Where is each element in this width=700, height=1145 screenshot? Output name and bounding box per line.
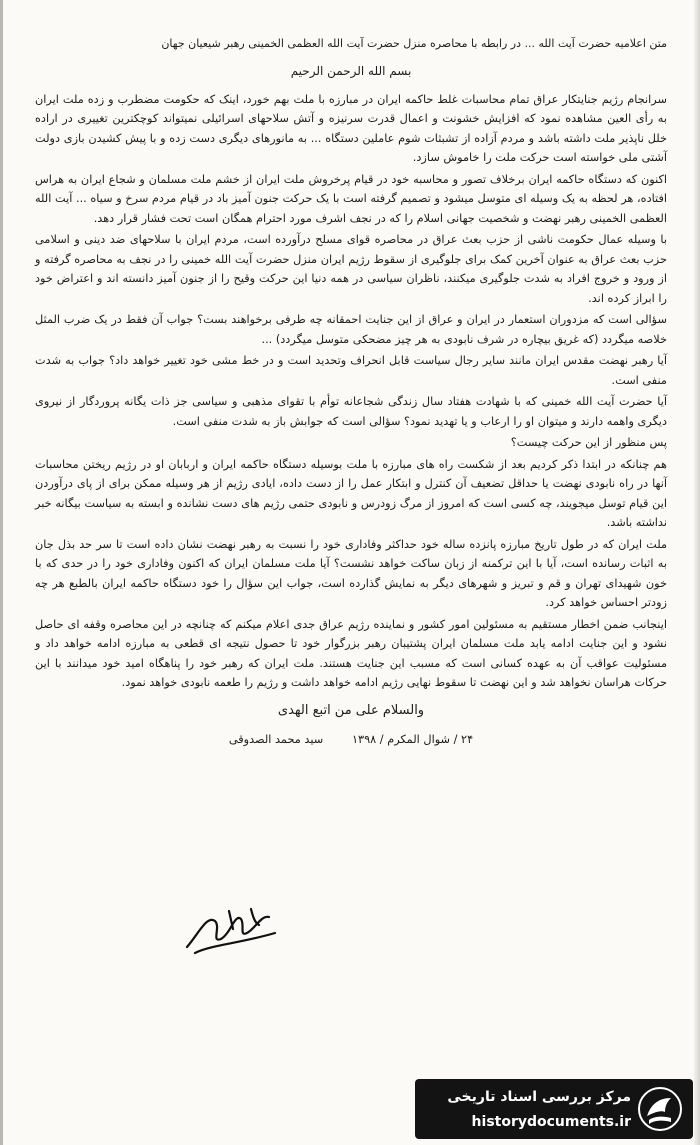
basmala: بسم الله الرحمن الرحیم bbox=[290, 64, 412, 78]
date-and-signatory bbox=[35, 730, 667, 750]
paragraph: با وسیله عمال حکومت ناشی از حزب بعث عراق در محاصره قوای مسلح درآورده است، مردم ایران با سلاحهای ضد دینی و اسلامی حزب بعث عراق به عنوان آخرین کمک برای جلوگیری از سقوط رژیم ایران منزل حضرت آیت الله خمینی را در نجف به محاصره گرفته و از ورود و خروج افراد به شدت جلوگیری میکنند، ناظران سیاسی در همه دنیا این حرکت وقیح را از جنون آمیز دانسته اند و اعتراض خود را ابراز کرده اند. bbox=[35, 233, 667, 305]
paragraph: سؤالی است که مزدوران استعمار در ایران و عراق از این جنایت احمقانه چه طرفی برخواهند بست؟ جواب آن فقط در یک ضرب المثل خلاصه میگردد (که غریق بیچاره در شرف نابودی به هر چیز مضحکی متوسل میگردد) ... bbox=[35, 313, 667, 346]
handwritten-signature bbox=[181, 903, 281, 959]
archive-logo-icon bbox=[637, 1086, 683, 1132]
paragraph: اینجانب ضمن اخطار مستقیم به مسئولین امور کشور و نماینده رژیم عراق جدی اعلام میکنم که چنانچه در این محاصره وقفه ای حاصل نشود و این جنایت ادامه یابد ملت مسلمان ایران پشتیبان رهبر بزرگوار خود تا حصول نتیجه ای قطعی به مبارزه ادامه خواهد داد و مسئولیت عواقب آن به عهده کسانی است که مسبب این جنایت هستند. ملت ایران که رهبر خود را پناهگاه امید خود میدانند با این حرکات هراسان نخواهد شد و این نهضت تا سقوط نهایی رژیم ادامه خواهد داشت و رژیم را طعمه نابودی خواهد نمود. bbox=[35, 617, 667, 689]
paragraph: ملت ایران که در طول تاریخ مبارزه پانزده ساله خود حداکثر وفاداری خود را نسبت به رهبر نهضت نشان داده است تا سر حد بذل جان به اثبات رسانده است، آیا با این ترکمنه از زبان ساکت خواهد نشست؟ آیا ملت مسلمان ایران که اکنون وفاداری خود را در حدی که با خون شهیدای تهران و قم و تبریز و شهرهای دیگر به نمایش گذارده است، جواب این سؤال را خود دستگاه حاکمه ایران بالطبع هر چه زودتر احساس خواهد کرد. bbox=[35, 537, 667, 609]
archive-watermark bbox=[415, 1079, 693, 1139]
archive-url: historydocuments.ir bbox=[471, 1114, 631, 1130]
paragraph: اکنون که دستگاه حاکمه ایران برخلاف تصور و محاسبه خود در قیام پرخروش ملت ایران از خشم ملت مسلمان و شجاع ایران به هراس افتاده، هر لحظه به یک وسیله ای متوسل میشود و تصمیم گرفته است با یک حرکت جنون آمیز باد در قیام مردم سرخ و سیاه ... آیت الله العظمی الخمینی رهبر نهضت و شخصیت جهانی اسلام را که در نجف اشرف مورد احترام همگان است تحت فشار قرار دهد. bbox=[35, 172, 667, 225]
document-body bbox=[35, 30, 667, 752]
archive-title: مرکز بررسی اسناد تاریخی bbox=[447, 1089, 631, 1105]
signatory-name: سید محمد الصدوقی bbox=[228, 733, 324, 746]
paragraph: آیا رهبر نهضت مقدس ایران مانند سایر رجال سیاست قابل انحراف وتحدید است و در خط مشی خود تغییر خواهد داد؟ جواب به شدت منفی است. bbox=[35, 354, 667, 387]
paragraph: پس منظور از این حرکت چیست؟ bbox=[510, 436, 667, 449]
document-date: ۲۴ / شوال المکرم / ۱۳۹۸ bbox=[351, 733, 474, 746]
document-heading: متن اعلامیه حضرت آیت الله ... در رابطه با محاصره منزل حضرت آیت الله العظمی الخمینی رهبر شیعیان جهان bbox=[161, 37, 667, 50]
closing-salutation: والسلام علی من اتبع الهدی bbox=[277, 702, 425, 718]
paragraph: هم چنانکه در ابتدا ذکر کردیم بعد از شکست راه های مبارزه با ملت بوسیله دستگاه حاکمه ایران و اربابان او در رژیم ریختن محاسبات آنها در راه نابودی نهضت یا حداقل تضعیف آن کنترل و ابتکار عمل را از دست داده، ایادی رژیم از هر وسیله ممکن برای از پای درآوردن این قیام توسل میجویند، چه کسی است که امروز از مرگ زودرس و نابودی حتمی رژیم های دست نشانده و ابسته به سیاست بیگانه خبر نداشته باشد. bbox=[35, 457, 667, 529]
paragraph: سرانجام رژیم جنایتکار عراق تمام محاسبات غلط حاکمه ایران در مبارزه با ملت بهم خورد، اینک که حکومت مضطرب و زده ملت ایران به رأی العین مشاهده نمود که افزایش خشونت و اعمال قدرت سرنیزه و آتش سلاحهای اسرائیلی نمیتواند کوچکترین تغییری در اراده خلل ناپذیر ملت داشته باشد و مردم آزاده از تشبثات شوم عاملین دستگاه ... به مانورهای دیگری دست زده و با پیش کشیدن بازی دولت آشتی ملی خواسته است حرکت ملت را خاموش سازد. bbox=[35, 92, 667, 164]
paragraph: آیا حضرت آیت الله خمینی که با شهادت هفتاد سال زندگی شجاعانه توأم با تقوای مذهبی و سیاسی جز ذات یگانه پروردگار از نیروی دیگری واهمه دارند و میتوان او را ارعاب و یا تهدید نمود؟ سؤالی است که جوابش باز به شدت منفی است. bbox=[35, 395, 667, 428]
